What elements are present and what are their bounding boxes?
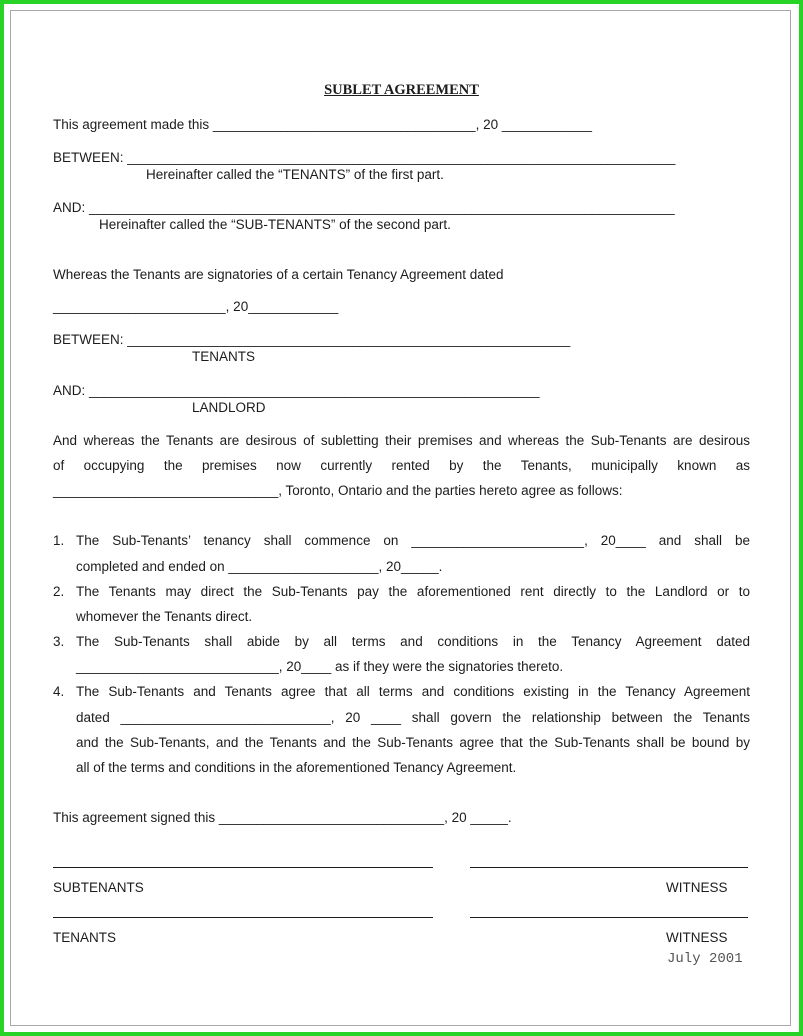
clause-line: The Sub-Tenants and Tenants agree that all terms and conditions existing in the Tenancy Agreement	[76, 684, 750, 699]
between-original-line: BETWEEN: ___________________________________________________________	[53, 332, 571, 347]
witness-signature-label-2: WITNESS	[666, 930, 728, 945]
clause-line: The Sub-Tenants’ tenancy shall commence on _______________________, 20____ and shall be	[76, 533, 750, 548]
clause-number: 2.	[53, 584, 65, 599]
clause-line: The Tenants may direct the Sub-Tenants pay the aforementioned rent directly to the Landlord or to	[76, 584, 750, 599]
between-tenants-line: BETWEEN: _________________________________________________________________________	[53, 150, 676, 165]
document-title: SUBLET AGREEMENT	[324, 82, 479, 98]
intro-line: This agreement made this ___________________________________, 20 ____________	[53, 117, 592, 132]
desirous-line-3: ______________________________, Toronto, Ontario and the parties hereto agree as follows:	[53, 483, 623, 498]
witness-signature-label-1: WITNESS	[666, 880, 728, 895]
clause-line: completed and ended on ____________________, 20_____.	[76, 559, 443, 574]
clause-line: ___________________________, 20____ as if they were the signatories thereto.	[76, 659, 564, 674]
clause-line: The Sub-Tenants shall abide by all terms and conditions in the Tenancy Agreement dated	[76, 634, 750, 649]
desirous-line-1: And whereas the Tenants are desirous of subletting their premises and whereas the Sub-Tenants are desirous	[53, 433, 750, 448]
whereas-date-line: _______________________, 20____________	[53, 299, 339, 314]
clause-line: dated ____________________________, 20 ____ shall govern the relationship between the Tenants	[76, 710, 750, 725]
footer-date: July 2001	[667, 951, 743, 967]
tenants-label: TENANTS	[192, 349, 256, 364]
subtenants-caption: Hereinafter called the “SUB-TENANTS” of the second part.	[99, 217, 451, 232]
witness-signature-line-2	[470, 917, 748, 918]
witness-signature-line-1	[470, 867, 748, 868]
clause-number: 3.	[53, 634, 65, 649]
clause-line: and the Sub-Tenants, and the Tenants and the Sub-Tenants agree that the Sub-Tenants shall be bound by	[76, 735, 750, 750]
landlord-label: LANDLORD	[192, 400, 266, 415]
signed-line: This agreement signed this ______________________________, 20 _____.	[53, 810, 512, 825]
and-landlord-line: AND: ____________________________________________________________	[53, 383, 540, 398]
clause-line: all of the terms and conditions in the aforementioned Tenancy Agreement.	[76, 760, 517, 775]
whereas-line: Whereas the Tenants are signatories of a certain Tenancy Agreement dated	[53, 267, 504, 282]
subtenants-signature-line	[53, 867, 433, 868]
tenants-signature-label: TENANTS	[53, 930, 117, 945]
clause-line: whomever the Tenants direct.	[76, 609, 253, 624]
subtenants-signature-label: SUBTENANTS	[53, 880, 144, 895]
clause-number: 1.	[53, 533, 65, 548]
clause-number: 4.	[53, 684, 65, 699]
tenants-signature-line	[53, 917, 433, 918]
desirous-line-2: of occupying the premises now currently rented by the Tenants, municipally known as	[53, 458, 750, 473]
tenants-caption: Hereinafter called the “TENANTS” of the first part.	[146, 167, 444, 182]
and-subtenants-line: AND: ______________________________________________________________________________	[53, 200, 675, 215]
